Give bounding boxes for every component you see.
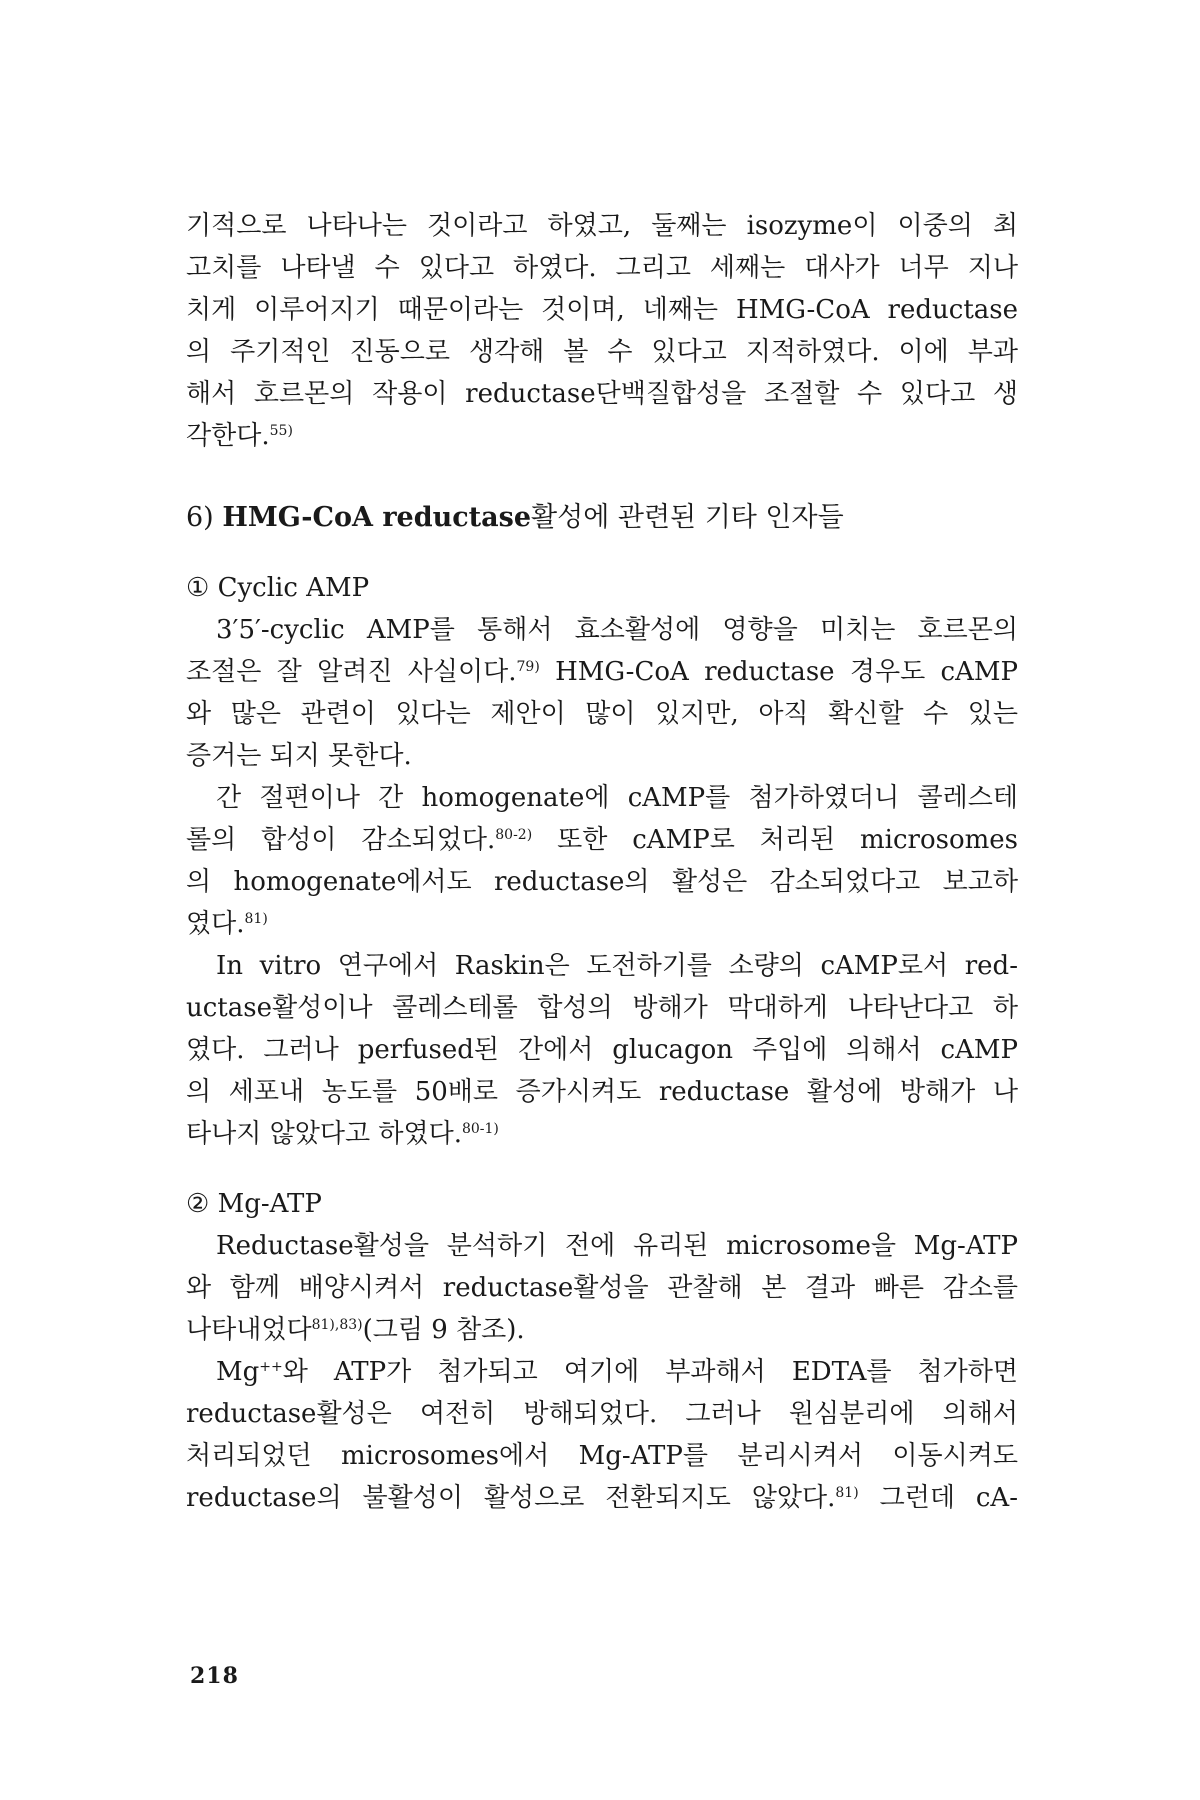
page-number: 218 xyxy=(190,1663,239,1689)
line-text: 였다. xyxy=(186,909,245,939)
paragraph-line: 증거는 되지 못한다. xyxy=(186,741,412,771)
page-body xyxy=(186,205,1018,1519)
line-text: 각한다. xyxy=(186,421,270,451)
reference-marker: 79) xyxy=(516,659,540,675)
line-text: Mg xyxy=(216,1357,260,1387)
line-text: 롤의 합성이 감소되었다. xyxy=(186,825,496,855)
paragraph-line: 처리되었던 microsomes에서 Mg-ATP를 분리시켜서 이동시켜도 xyxy=(186,1441,1018,1471)
line-text: HMG-CoA reductase 경우도 cAMP xyxy=(539,657,1018,687)
paragraph-line: 고치를 나타낼 수 있다고 하였다. 그리고 세째는 대사가 너무 지나 xyxy=(186,253,1018,283)
paragraph-line xyxy=(186,415,1018,457)
paragraph-line xyxy=(186,651,1018,693)
heading-rest: 활성에 관련된 기타 인자들 xyxy=(531,502,844,533)
line-text: 또한 cAMP로 처리된 microsomes xyxy=(532,825,1018,855)
paragraph-line: 기적으로 나타나는 것이라고 하였고, 둘째는 isozyme이 이중의 최 xyxy=(186,211,1018,241)
subheading-cyclic-amp: ① Cyclic AMP xyxy=(186,573,370,603)
reference-marker: 81) xyxy=(244,911,268,927)
line-text: 조절은 잘 알려진 사실이다. xyxy=(186,657,517,687)
subheading-mg-atp: ② Mg-ATP xyxy=(186,1189,322,1219)
reference-marker: 81),83) xyxy=(311,1317,363,1333)
heading-number: 6) xyxy=(186,502,214,533)
paragraph-line: 해서 호르몬의 작용이 reductase단백질합성을 조절할 수 있다고 생 xyxy=(186,379,1018,409)
paragraph-line: 와 많은 관련이 있다는 제안이 많이 있지만, 아직 확신할 수 있는 xyxy=(186,699,1018,729)
paragraph-line xyxy=(186,903,1018,945)
paragraph-line xyxy=(186,819,1018,861)
paragraph-line: uctase활성이나 콜레스테롤 합성의 방해가 막대하게 나타난다고 하 xyxy=(186,993,1018,1023)
paragraph-line: Reductase활성을 분석하기 전에 유리된 microsome을 Mg-ATP xyxy=(216,1231,1018,1261)
paragraph-line xyxy=(186,1351,1018,1393)
line-text: reductase의 불활성이 활성으로 전환되지도 않았다. xyxy=(186,1483,836,1513)
paragraph-line xyxy=(186,1113,1018,1155)
reference-marker: 55) xyxy=(269,423,293,439)
paragraph-line: 의 주기적인 진동으로 생각해 볼 수 있다고 지적하였다. 이에 부과 xyxy=(186,337,1018,367)
paragraph-line: In vitro 연구에서 Raskin은 도전하기를 소량의 cAMP로서 red- xyxy=(216,951,1018,981)
paragraph-line: 의 homogenate에서도 reductase의 활성은 감소되었다고 보고하 xyxy=(186,867,1018,897)
line-text: 타나지 않았다고 하였다. xyxy=(186,1119,462,1149)
reference-marker: 81) xyxy=(835,1485,859,1501)
paragraph-line: 와 함께 배양시켜서 reductase활성을 관찰해 본 결과 빠른 감소를 xyxy=(186,1273,1018,1303)
paragraph-line: 였다. 그러나 perfused된 간에서 glucagon 주입에 의해서 cAMP xyxy=(186,1035,1018,1065)
paragraph-line: 치게 이루어지기 때문이라는 것이며, 네째는 HMG-CoA reductase xyxy=(186,295,1018,325)
paragraph-line: reductase활성은 여전히 방해되었다. 그러나 원심분리에 의해서 xyxy=(186,1399,1018,1429)
line-text: 그런데 cA- xyxy=(858,1483,1018,1513)
section-heading xyxy=(186,497,1018,539)
paragraph-line: 의 세포내 농도를 50배로 증가시켜도 reductase 활성에 방해가 나 xyxy=(186,1077,1018,1107)
heading-bold: HMG-CoA reductase xyxy=(222,502,532,533)
paragraph-line xyxy=(186,1309,1018,1351)
paragraph-line: 간 절편이나 간 homogenate에 cAMP를 첨가하였더니 콜레스테 xyxy=(216,783,1018,813)
paragraph-line xyxy=(186,1477,1018,1519)
superscript-charge: ++ xyxy=(259,1359,283,1375)
paragraph-line: 3′5′-cyclic AMP를 통해서 효소활성에 영향을 미치는 호르몬의 xyxy=(216,615,1018,645)
reference-marker: 80-1) xyxy=(461,1121,499,1137)
line-text: (그림 9 참조). xyxy=(362,1315,525,1345)
reference-marker: 80-2) xyxy=(495,827,533,843)
line-text: 나타내었다 xyxy=(186,1315,312,1345)
line-text: 와 ATP가 첨가되고 여기에 부과해서 EDTA를 첨가하면 xyxy=(282,1357,1018,1387)
